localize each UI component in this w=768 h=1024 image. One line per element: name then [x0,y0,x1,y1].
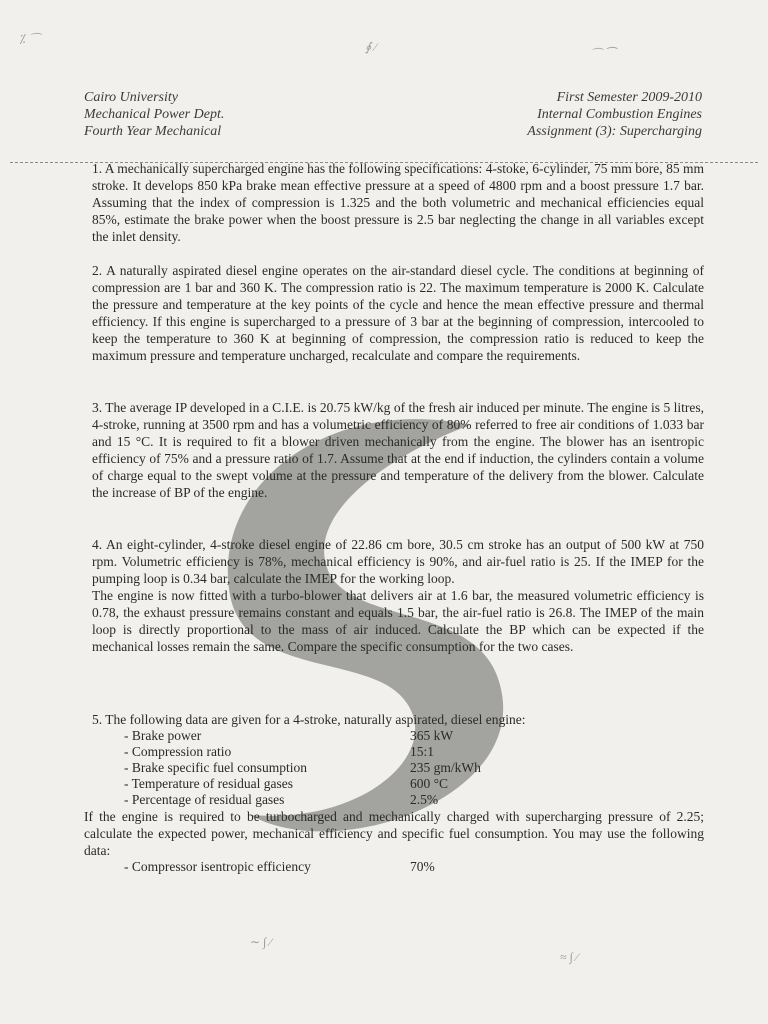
handwritten-scribble: ∮ ⁄ [365,40,377,54]
data-row [124,792,481,808]
question-5 [84,711,704,875]
university-name: Cairo University [84,90,178,105]
question-1 [92,160,704,245]
handwritten-scribble: ⁒ ⌒ [20,32,41,46]
question-number: 1. [92,161,103,176]
question-text-continued: The engine is now fitted with a turbo-blower that delivers air at 1.6 bar, the measured volumetric efficiency is 0.78, the exhaust pressure remains constant and equals 1.5 bar, the air-fuel ratio is 26.8. The IMEP of the main loop is directly proportional to the mass of air induced. Calculate the BP which can be expected if the mechanical losses remain the same. Compare the specific consumption for the two cases. [92,588,704,654]
header-left [84,89,224,140]
handwritten-scribble: ≈ ∫ ⁄ [560,950,578,964]
question-3 [92,399,704,501]
engine-data-table [124,728,481,808]
data-label: - Brake specific fuel consumption [124,760,307,775]
data-row [124,760,481,776]
data-row [124,859,435,875]
year-name: Fourth Year Mechanical [84,124,222,139]
data-label: - Percentage of residual gases [124,792,285,807]
header-right [527,89,702,140]
data-value: 365 kW [410,728,454,743]
question-number: 2. [92,263,103,278]
data-value: 15:1 [410,744,435,759]
question-text: An eight-cylinder, 4-stroke diesel engine of 22.86 cm bore, 30.5 cm stroke has an output of 500 kW at 750 rpm. Volumetric efficiency is 78%, mechanical efficiency is 90%, and air-fuel ratio is 25. If the IMEP for the pumping loop is 0.34 bar, calculate the IMEP for the working loop. [92,537,704,586]
question-2 [92,262,704,364]
question-number: 5. [92,712,103,727]
data-label: - Temperature of residual gases [124,776,293,791]
data-row [124,744,481,760]
data-value: 70% [410,859,435,874]
question-text: A mechanically supercharged engine has the following specifications: 4-stoke, 6-cylinder, 75 mm bore, 85 mm stroke. It develops 850 kPa brake mean effective pressure at a speed of 4800 rpm and a boost pressure 1.7 bar. Assuming that the index of compression is 1.325 and the both volumetric and mechanical efficiencies equal 85%, estimate the brake power when the boost pressure is 2.5 bar neglecting the change in all variables except the inlet density. [92,161,704,244]
question-number: 3. [92,400,103,415]
handwritten-scribble: ⌒ ⁀ [590,47,615,61]
question-text: The average IP developed in a C.I.E. is 20.75 kW/kg of the fresh air induced per minute. The engine is 5 litres, 4-stroke, running at 3500 rpm and has a volumetric efficiency of 80% referred to free air conditions of 1.033 bar and 15 °C. It is required to fit a blower driven mechanically from the engine. The blower has an isentropic efficiency of 75% and a pressure ratio of 1.7. Assume that at the end if induction, the cylinders contain a volume of charge equal to the swept volume at the pressure and temperature of the delivery from the blower. Calculate the increase of BP of the engine. [92,400,704,500]
question-number: 4. [92,537,103,552]
assignment-title: Assignment (3): Supercharging [527,124,702,139]
data-label: - Compression ratio [124,744,232,759]
data-label: - Compressor isentropic efficiency [124,859,311,874]
course-name: Internal Combustion Engines [537,107,702,122]
question-4 [92,536,704,655]
question-text: A naturally aspirated diesel engine operates on the air-standard diesel cycle. The conditions at beginning of compression are 1 bar and 360 K. The compression ratio is 22. The maximum temperature is 2000 K. Calculate the pressure and temperature at the key points of the cycle and hence the mean effective pressure and thermal efficiency. If this engine is supercharged to a pressure of 3 bar at the beginning of compression, intercooled to keep the temperature to 360 K at beginning of compression, the compression ratio is reduced to keep the maximum pressure and temperature uncharged, recalculate and compare the requirements. [92,263,704,363]
department-name: Mechanical Power Dept. [84,107,225,122]
data-row [124,728,481,744]
compressor-data-table [124,859,435,875]
handwritten-scribble: ∼ ∫ ⁄ [250,935,272,949]
semester-label: First Semester 2009-2010 [556,90,702,105]
data-value: 235 gm/kWh [410,760,481,775]
data-row [124,776,481,792]
data-label: - Brake power [124,728,202,743]
data-value: 2.5% [410,792,439,807]
data-value: 600 °C [410,776,449,791]
question-text: The following data are given for a 4-stroke, naturally aspirated, diesel engine: [105,712,526,727]
question-text-continued: If the engine is required to be turbocharged and mechanically charged with supercharging pressure of 2.25; calculate the expected power, mechanical efficiency and specific fuel consumption. You may use the following data: [84,809,704,858]
